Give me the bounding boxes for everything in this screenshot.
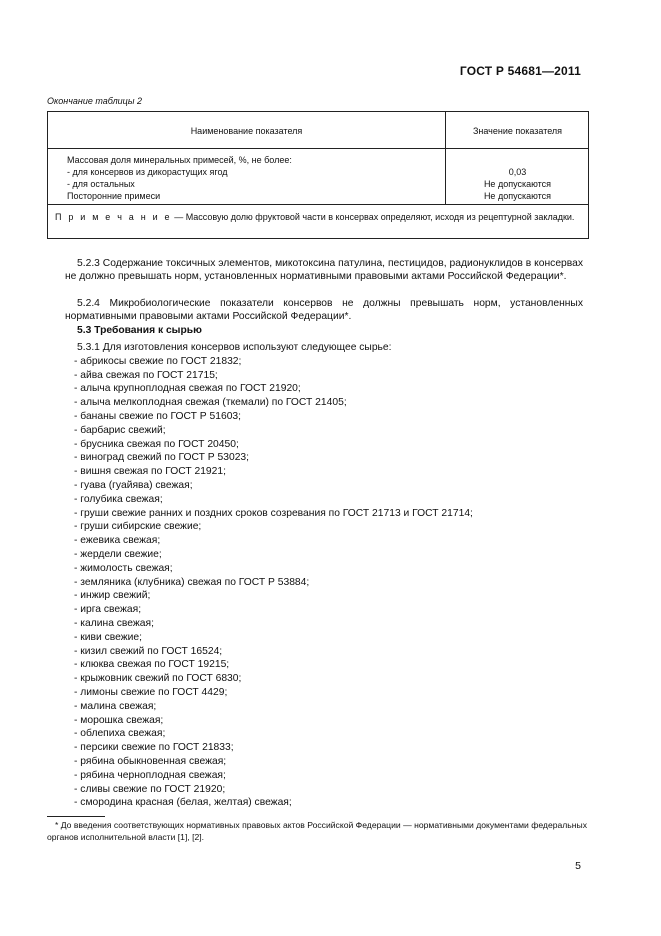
list-item: - крыжовник свежий по ГОСТ 6830; — [74, 673, 242, 685]
list-intro: 5.3.1 Для изготовления консервов используют следующее сырье: — [77, 342, 392, 353]
list-item: - ирга свежая; — [74, 604, 142, 616]
table-cell: Посторонние примеси — [67, 191, 161, 201]
table-cell: - для остальных — [67, 179, 135, 189]
paragraph-text: 5.2.4 Микробиологические показатели консервов не должны превышать норм, установленных нормативными правовыми актами Российской Федерации*. — [65, 298, 583, 323]
indicator-names — [67, 154, 292, 202]
note-text: — Массовую долю фруктовой части в консервах определяют, исходя из рецептурной закладки. — [171, 212, 575, 222]
table-cell: Не допускаются — [483, 179, 552, 189]
list-item: - киви свежие; — [74, 631, 142, 643]
list-item: - алыча мелкоплодная свежая (ткемали) по ГОСТ 21405; — [74, 397, 347, 409]
list-item: - брусника свежая по ГОСТ 20450; — [74, 438, 239, 450]
list-item: - облепиха свежая; — [74, 728, 166, 740]
list-item: - инжир свежий; — [74, 590, 151, 602]
list-item: - персики свежие по ГОСТ 21833; — [74, 742, 234, 754]
footnote-separator — [47, 816, 105, 817]
list-item: - малина свежая; — [74, 700, 157, 712]
list-item: - кизил свежий по ГОСТ 16524; — [74, 645, 223, 657]
table-note — [55, 211, 580, 224]
indicator-table — [47, 111, 589, 239]
list-item: - груши свежие ранних и поздних сроков созревания по ГОСТ 21713 и ГОСТ 21714; — [74, 507, 473, 519]
table-cell: Не допускаются — [483, 191, 552, 201]
list-item: - калина свежая; — [74, 617, 154, 629]
note-label: П р и м е ч а н и е — [55, 212, 172, 222]
raw-materials-list — [74, 341, 473, 810]
list-item: - вишня свежая по ГОСТ 21921; — [74, 466, 226, 478]
list-item: - рябина черноплодная свежая; — [74, 769, 226, 781]
list-item: - земляника (клубника) свежая по ГОСТ Р 53884; — [74, 576, 310, 588]
list-item: - айва свежая по ГОСТ 21715; — [74, 369, 218, 381]
column-header-value: Значение показателя — [472, 126, 563, 136]
list-item: - виноград свежий по ГОСТ Р 53023; — [74, 452, 250, 464]
table-note-divider — [48, 204, 588, 205]
footnote: * До введения соответствующих нормативных правовых актов Российской Федерации — нормативными документами федеральных органов исполнительной власти [1], [2]. — [47, 820, 587, 842]
list-item: - клюква свежая по ГОСТ 19215; — [74, 659, 230, 671]
list-item: - бананы свежие по ГОСТ Р 51603; — [74, 410, 242, 422]
list-item: - барбарис свежий; — [74, 424, 166, 436]
list-item: - жимолость свежая; — [74, 562, 173, 574]
list-item: - рябина обыкновенная свежая; — [74, 755, 227, 767]
document-code: ГОСТ Р 54681—2011 — [459, 64, 581, 78]
list-item: - груши сибирские свежие; — [74, 521, 202, 533]
table-header-divider — [48, 148, 588, 149]
list-item: - жердели свежие; — [74, 548, 162, 560]
list-item: - алыча крупноплодная свежая по ГОСТ 21920; — [74, 383, 301, 395]
table-caption: Окончание таблицы 2 — [47, 96, 142, 106]
list-item: - смородина красная (белая, желтая) свежая; — [74, 797, 292, 809]
list-item: - абрикосы свежие по ГОСТ 21832; — [74, 355, 242, 367]
table-cell: - для консервов из дикорастущих ягод — [67, 167, 228, 177]
indicator-values — [445, 166, 590, 202]
list-item: - морошка свежая; — [74, 714, 164, 726]
table-cell: Массовая доля минеральных примесей, %, не более: — [67, 155, 292, 165]
list-item: - голубика свежая; — [74, 493, 163, 505]
column-header-indicator: Наименование показателя — [190, 126, 303, 136]
list-item: - гуава (гуайява) свежая; — [74, 479, 193, 491]
list-item: - ежевика свежая; — [74, 535, 161, 547]
page-number: 5 — [575, 860, 581, 872]
paragraph-5-2-3 — [65, 257, 583, 284]
section-heading: 5.3 Требования к сырью — [77, 325, 202, 336]
list-item: - лимоны свежие по ГОСТ 4429; — [74, 686, 228, 698]
list-item: - сливы свежие по ГОСТ 21920; — [74, 783, 226, 795]
paragraph-text: 5.2.3 Содержание токсичных элементов, микотоксина патулина, пестицидов, радионуклидов в консервах не должно превышать норм, установленных нормативными правовыми актами Российской Федерации*. — [65, 258, 583, 283]
table-cell: 0,03 — [508, 167, 527, 177]
paragraph-5-2-4 — [65, 297, 583, 324]
